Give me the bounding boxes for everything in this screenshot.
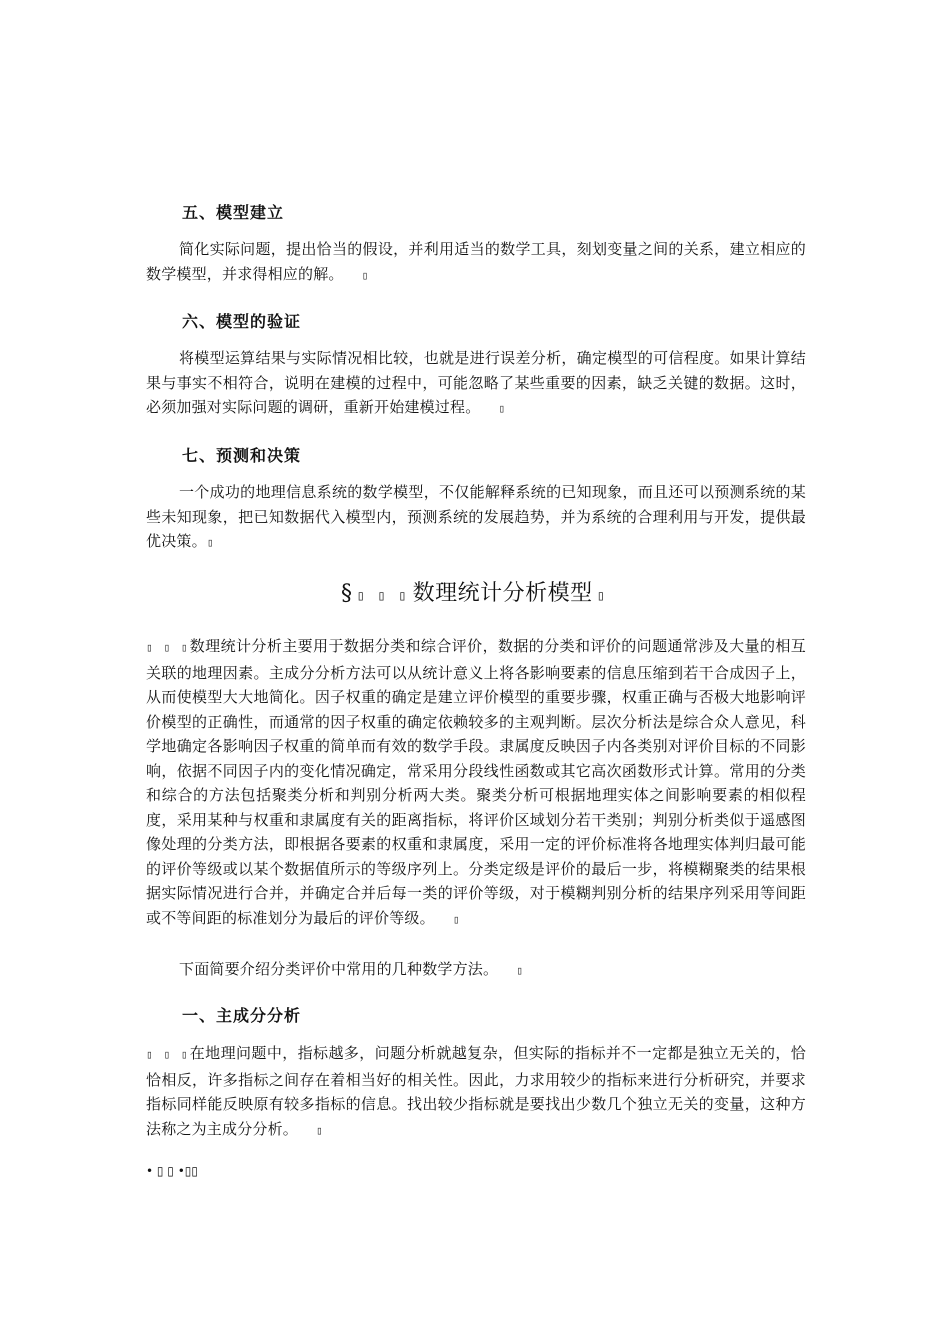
- paragraph-end-mark: ▯: [498, 402, 508, 415]
- paragraph-end-mark: ▯: [316, 1123, 325, 1137]
- document-page: [146, 0, 806, 1344]
- chapter-title: [146, 576, 806, 607]
- chapter-end-mark: ▯: [596, 588, 608, 604]
- paragraph-text: 将模型运算结果与实际情况相比较，也就是进行误差分析，确定模型的可信程度。如果计算结果与事实不相符合，说明在建模的过程中，可能忽略了某些重要的因素，缺乏关键的数据。这时，必须加强对实际问题的调研，重新开始建模过程。: [146, 349, 806, 416]
- heading-prediction-decision: 七、预测和决策: [182, 446, 302, 465]
- paragraph-end-mark: ▯: [516, 964, 525, 977]
- heading-model-validation: 六、模型的验证: [182, 312, 302, 331]
- paragraph-lead-marks: ▯ ▯ ▯: [146, 641, 190, 654]
- paragraph-text: 下面简要介绍分类评价中常用的几种数学方法。: [179, 960, 499, 978]
- paragraph-principal-component: [146, 1041, 806, 1143]
- paragraph-text: 一个成功的地理信息系统的数学模型，不仅能解释系统的已知现象，而且还可以预测系统的某些未知现象，把已知数据代入模型内，预测系统的发展趋势，并为系统的合理利用与开发，提供最优决策。: [146, 483, 806, 550]
- paragraph-text: 数理统计分析主要用于数据分类和综合评价，数据的分类和评价的问题通常涉及大量的相互关联的地理因素。主成分分析方法可以从统计意义上将各影响要素的信息压缩到若干合成因子上，从而使模型大大地简化。因子权重的确定是建立评价模型的重要步骤，权重正确与否极大地影响评价模型的正确性，而通常的因子权重的确定依赖较多的主观判断。层次分析法是综合众人意见，科学地确定各影响因子权重的简单而有效的数学手段。隶属度反映因子内各类别对评价目标的不同影响，依据不同因子内的变化情况确定，常采用分段线性函数或其它高次函数形式计算。常用的分类和综合的方法包括聚类分析和判别分析两大类。聚类分析可根据地理实体之间影响要素的相似程度，采用某种与权重和隶属度有关的距离指标，将评价区域划分若干类别；判别分析类似于遥感图像处理的分类方法，即根据各要素的权重和隶属度，采用一定的评价标准将各地理实体判归最可能的评价等级或以某个数据值所示的等级序列上。分类定级是评价的最后一步，将模糊聚类的结果根据实际情况进行合并，并确定合并后每一类的评价等级，对于模糊判别分析的结果序列采用等间距或不等间距的标准划分为最后的评价等级。: [146, 637, 806, 927]
- page-footer: • ▯ ▯ •▯▯: [146, 1164, 199, 1178]
- chapter-title-text: 数理统计分析模型: [412, 581, 593, 606]
- paragraph-end-mark: ▯: [452, 912, 462, 926]
- paragraph-prediction-decision: [146, 480, 806, 556]
- heading-model-building: 五、模型建立: [182, 203, 285, 222]
- paragraph-end-mark: ▯: [361, 268, 371, 282]
- paragraph-methods-intro: [146, 957, 806, 984]
- paragraph-text: 简化实际问题，提出恰当的假设，并利用适当的数学工具，刻划变量之间的关系，建立相应的数学模型，并求得相应的解。: [146, 240, 806, 283]
- paragraph-lead-marks: ▯ ▯ ▯: [146, 1048, 190, 1061]
- paragraph-model-validation: [146, 346, 806, 422]
- paragraph-chapter-intro: [146, 634, 806, 932]
- chapter-number-marks: ▯ ▯ ▯: [356, 588, 409, 604]
- section-symbol: §: [340, 581, 353, 606]
- paragraph-model-building: [146, 237, 806, 288]
- heading-principal-component: 一、主成分分析: [182, 1006, 302, 1025]
- paragraph-end-mark: ▯: [206, 536, 216, 549]
- paragraph-text: 在地理问题中，指标越多，问题分析就越复杂，但实际的指标并不一定都是独立无关的，恰恰相反，许多指标之间存在着相当好的相关性。因此，力求用较少的指标来进行分析研究，并要求指标同样能反映原有较多指标的信息。找出较少指标就是要找出少数几个独立无关的变量，这种方法称之为主成分分析。: [146, 1044, 806, 1138]
